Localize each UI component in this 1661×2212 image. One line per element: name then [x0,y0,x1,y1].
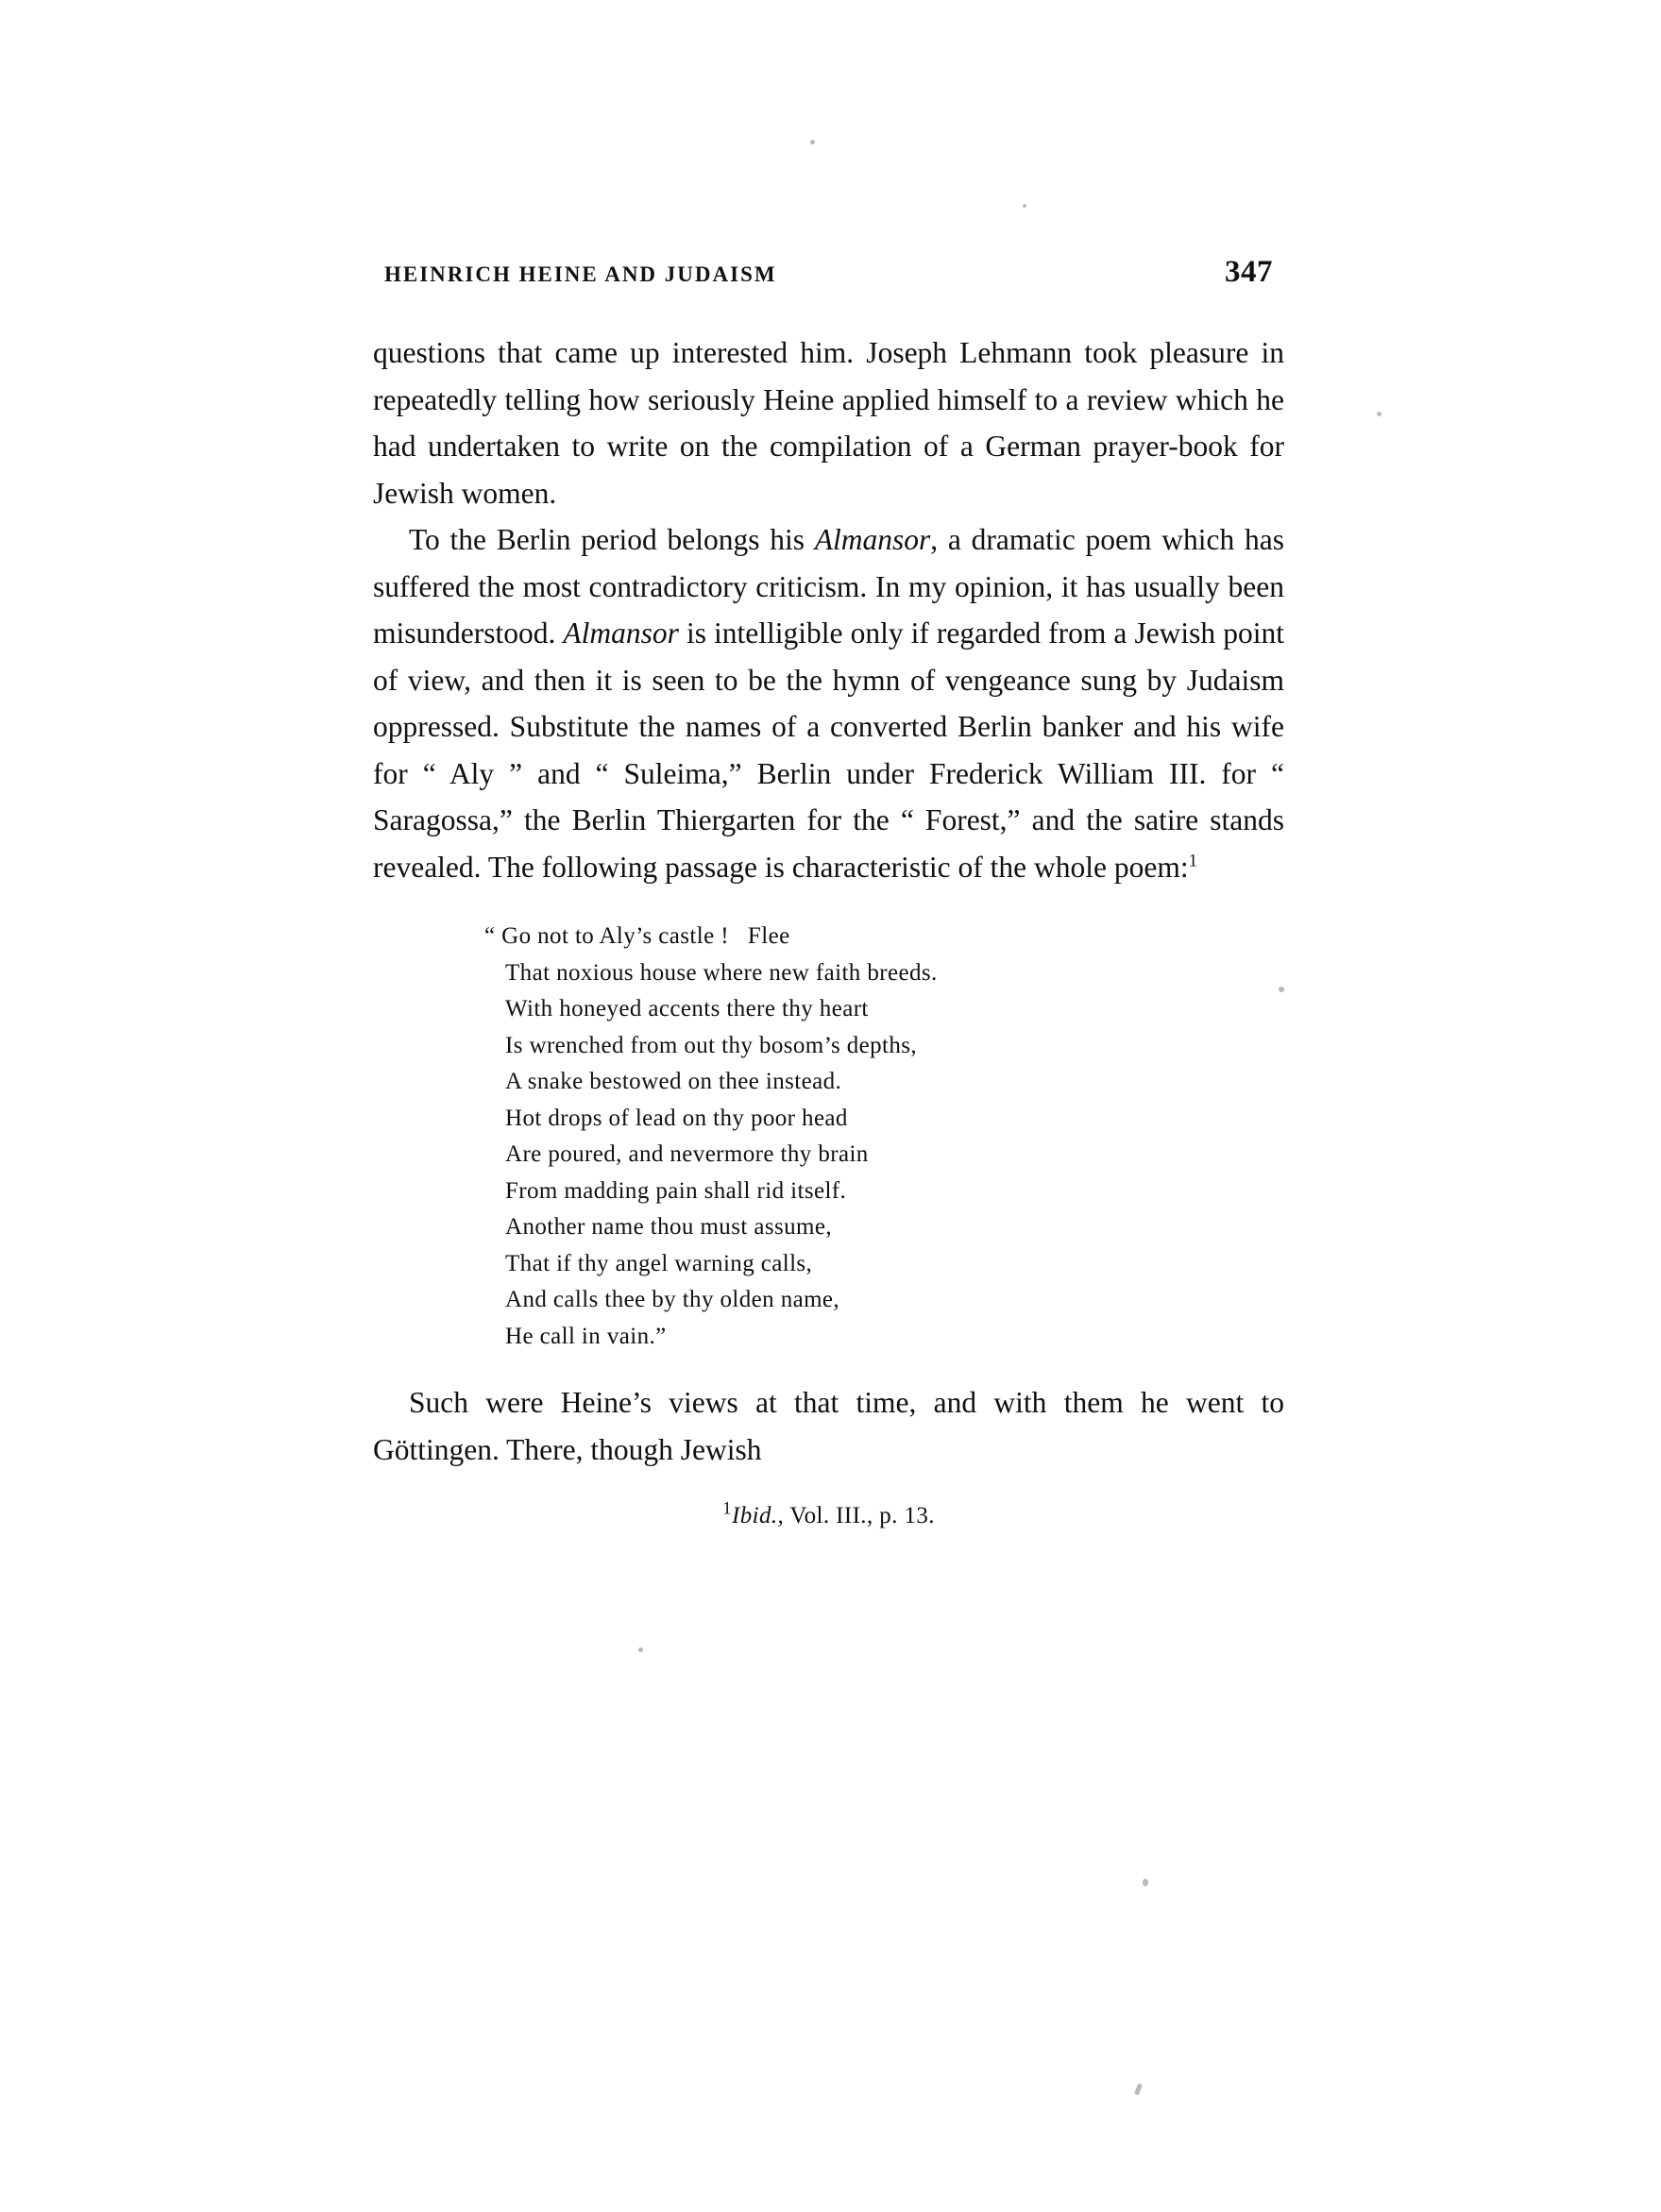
running-head [373,255,1284,290]
scan-speck [1134,2084,1143,2096]
scan-speck [1279,987,1284,992]
paragraph-2-text-c: is intelligible only if regarded from a Jewish point of view, and then it is seen to be the hymn of vengeance sung by Judaism oppressed. Substitute the names of a converted Berlin banker and his wife for “ Aly ” and “ Suleima,” Berlin under Frederick William III. for “ Saragossa,” the Berlin Thiergarten for the “ Forest,” and the satire stands revealed. The following passage is characteristic of the whole poem: [373,616,1284,884]
footnote-marker: 1 [722,1498,732,1519]
scan-speck [1377,412,1381,416]
body-paragraph-2 [373,516,1284,890]
poem-line: Is wrenched from out thy bosom’s depths, [505,1032,918,1058]
footnote-source-rest: Vol. III., p. 13. [784,1503,935,1528]
poem-quotation [373,919,1284,1355]
poem-line: A snake bestowed on thee instead. [505,1069,842,1094]
running-head-title: HEINRICH HEINE AND JUDAISM [384,262,777,286]
poem-line: From madding pain shall rid itself. [505,1177,847,1204]
paragraph-2-text-a: To the Berlin period belongs his [409,523,815,556]
title-almansor-1: Almansor [814,523,931,556]
poem-line: Hot drops of lead on thy poor head [505,1105,848,1131]
footnote [373,1498,1284,1529]
page-content [373,255,1284,1529]
scan-speck [810,140,815,144]
footnote-reference-marker: 1 [1188,851,1198,870]
title-almansor-2: Almansor [563,616,679,650]
poem-line: And calls thee by thy olden name, [505,1287,840,1312]
scan-speck [1023,204,1026,208]
paragraph-2-text-b: , a dramatic poem which has suffered the most contradictory criticism. In my opinion, it has usually been misunderstood. [373,523,1284,650]
poem-line: He call in vain.” [505,1323,667,1349]
poem-line: That if thy angel warning calls, [505,1250,813,1276]
footnote-source-italic: Ibid., [731,1503,785,1528]
body-paragraph-1: questions that came up interested him. Joseph Lehmann took pleasure in repeatedly telling how seriously Heine applied himself to a review which he had undertaken to write on the compilation of a German prayer-book for Jewish women. [373,336,1284,510]
scan-speck [1143,1879,1148,1886]
poem-line: That noxious house where new faith breeds. [505,959,938,986]
body-paragraph-3: Such were Heine’s views at that time, and with them he went to Göttingen. There, though Jewish [373,1386,1284,1466]
poem-line: Are poured, and nevermore thy brain [505,1141,869,1167]
poem-line: Another name thou must assume, [505,1214,832,1240]
poem-line: “ Go not to Aly’s castle ! Flee [484,923,790,949]
poem-line: With honeyed accents there thy heart [505,996,869,1022]
page-number: 347 [1225,255,1273,289]
scan-speck [638,1647,643,1652]
